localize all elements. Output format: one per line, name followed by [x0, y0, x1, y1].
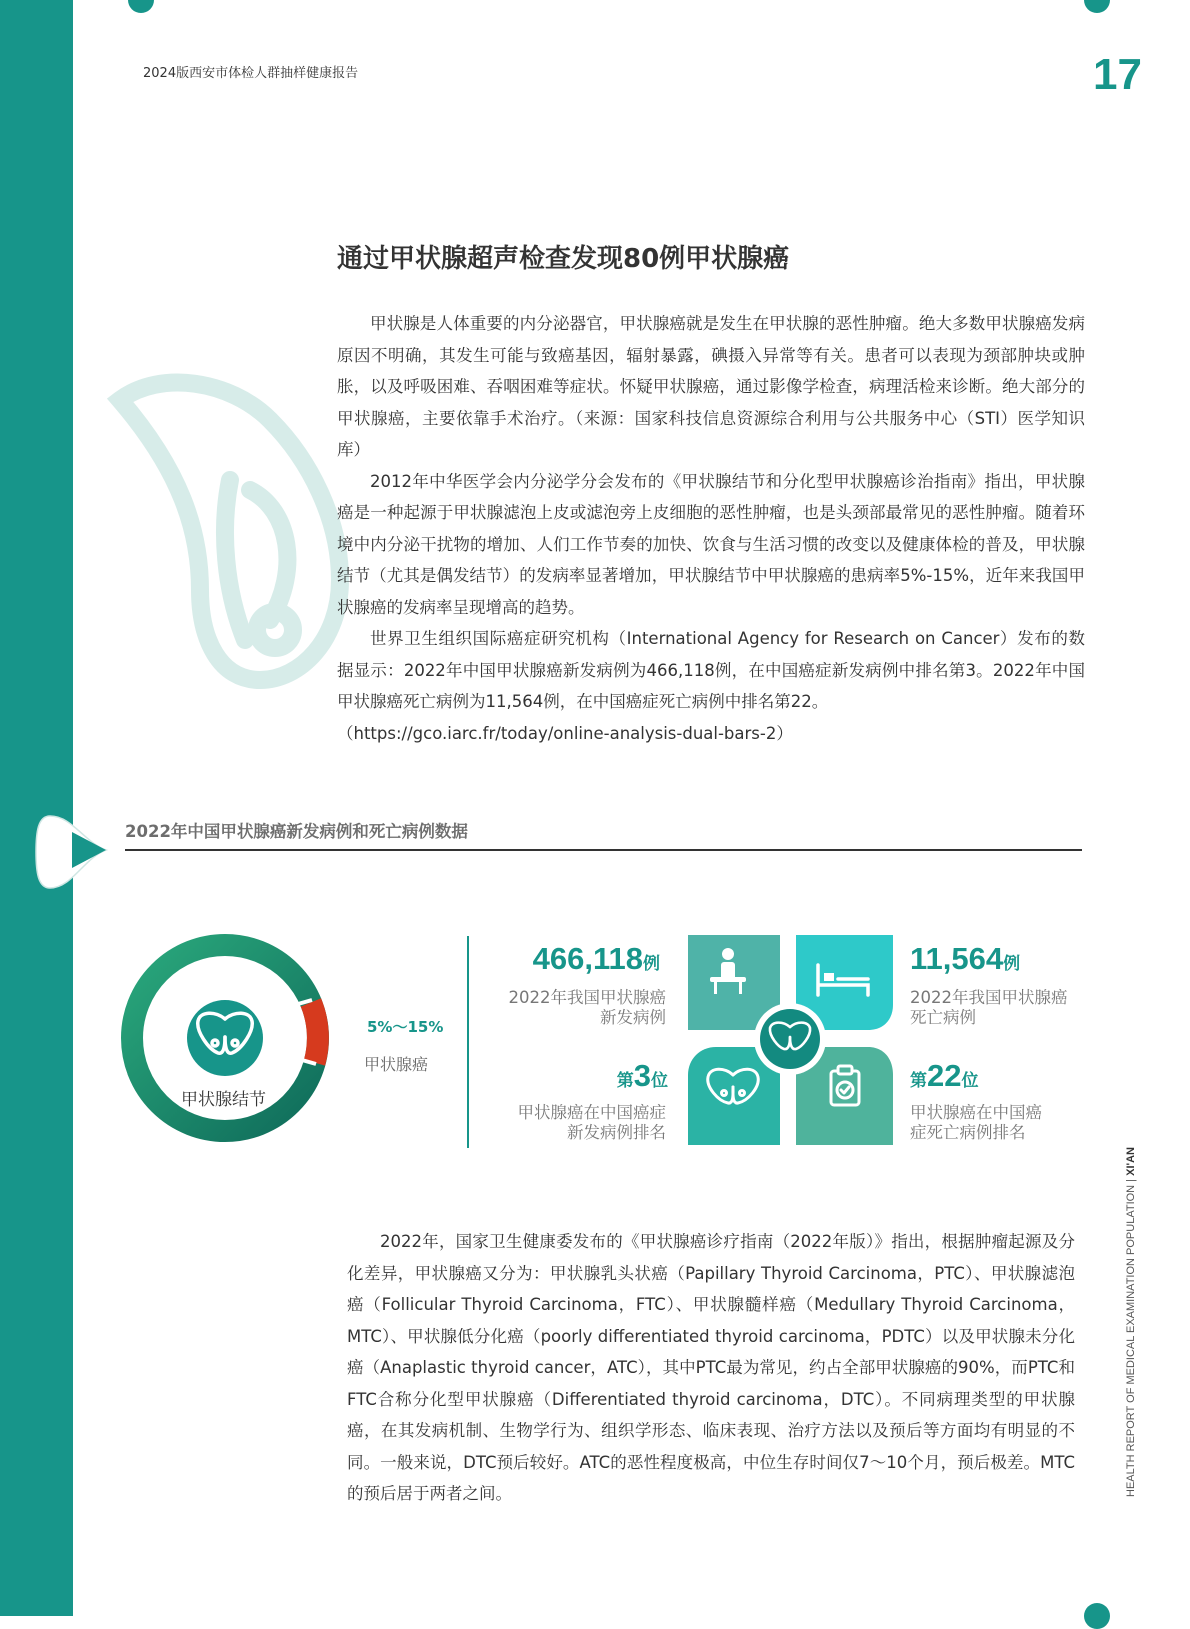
intro-paragraph-3: 世界卫生组织国际癌症研究机构（International Agency for Research on Cancer）发布的数据显示：2022年中国甲状腺癌新发病例为466,118例，在中国癌症新发病例中排名第3。2022年中国甲状腺癌死亡病例为11,564例，在中国癌症死亡病例中排名第22。	[337, 629, 1085, 711]
new-cases-desc: 2022年我国甲状腺癌 新发病例	[508, 988, 666, 1027]
section-divider	[125, 849, 1082, 851]
page-heading: 通过甲状腺超声检查发现80例甲状腺癌	[337, 244, 790, 274]
intro-paragraph-1: 甲状腺是人体重要的内分泌器官，甲状腺癌就是发生在甲状腺的恶性肿瘤。绝大多数甲状腺癌发病原因不明确，其发生可能与致癌基因，辐射暴露，碘摄入异常等有关。患者可以表现为颈部肿块或肿胀，以及呼吸困难、吞咽困难等症状。怀疑甲状腺癌，通过影像学检查，病理活检来诊断。绝大部分的甲状腺癌，主要依靠手术治疗。（来源：国家科技信息资源综合利用与公共服务中心（STI）医学知识库）	[337, 314, 1085, 459]
cancer-rate-label: 甲状腺癌	[364, 1055, 429, 1074]
report-title: 2024版西安市体检人群抽样健康报告	[143, 66, 359, 81]
top-right-dot	[1084, 0, 1110, 13]
bottom-right-dot	[1084, 1603, 1110, 1629]
incidence-rank-stat: 第3位	[616, 1058, 668, 1093]
section-title: 2022年中国甲状腺癌新发病例和死亡病例数据	[125, 822, 468, 841]
closing-paragraph: 2022年，国家卫生健康委发布的《甲状腺癌诊疗指南（2022年版）》指出，根据肿瘤起源及分化差异，甲状腺癌又分为：甲状腺乳头状癌（Papillary Thyroid Carcinoma，PTC）、甲状腺滤泡癌（Follicular Thyroid Carcinoma，FTC）、甲状腺髓样癌（Medullary Thyroid Carcinoma，MTC）、甲状腺低分化癌（poorly differentiated thyroid carcinoma，PDTC）以及甲状腺未分化癌（Anaplastic thyroid cancer，ATC），其中PTC最为常见，约占全部甲状腺癌的90%，而PTC和FTC合称分化型甲状腺癌（Differentiated thyroid carcinoma，DTC）。不同病理类型的甲状腺癌，在其发病机制、生物学行为、组织学形态、临床表现、治疗方法以及预后等方面均有明显的不同。一般来说，DTC预后较好。ATC的恶性程度极高，中位生存时间仅7～10个月，预后极差。MTC的预后居于两者之间。	[347, 1232, 1075, 1503]
incidence-rank-desc: 甲状腺癌在中国癌症 新发病例排名	[517, 1103, 666, 1142]
section-tab-shape	[32, 812, 112, 892]
intro-text	[337, 308, 1085, 749]
donut-label: 甲状腺结节	[181, 1090, 266, 1110]
death-rank-desc: 甲状腺癌在中国癌 症死亡病例排名	[910, 1103, 1042, 1142]
deaths-stat: 11,564例	[910, 941, 1021, 976]
closing-text	[347, 1226, 1075, 1510]
new-cases-stat: 466,118例	[532, 941, 660, 976]
thyroid-nodule-donut	[120, 933, 330, 1143]
source-url: （https://gco.iarc.fr/today/online-analysis-dual-bars-2）	[337, 723, 793, 743]
four-petal-graphic	[688, 935, 893, 1145]
death-rank-stat: 第22位	[910, 1058, 979, 1093]
side-caption: HEALTH REPORT OF MEDICAL EXAMINATION POPULATION | XI'AN	[1125, 1146, 1137, 1497]
cancer-rate-range: 5%～15%	[367, 1018, 444, 1036]
infographic-divider	[467, 936, 469, 1148]
page-number: 17	[1093, 50, 1142, 99]
deaths-desc: 2022年我国甲状腺癌 死亡病例	[910, 988, 1068, 1027]
intro-paragraph-2: 2012年中华医学会内分泌学分会发布的《甲状腺结节和分化型甲状腺癌诊治指南》指出，甲状腺癌是一种起源于甲状腺滤泡上皮或滤泡旁上皮细胞的恶性肿瘤，也是头颈部最常见的恶性肿瘤。随着环境中内分泌干扰物的增加、人们工作节奏的加快、饮食与生活习惯的改变以及健康体检的普及，甲状腺结节（尤其是偶发结节）的发病率显著增加，甲状腺结节中甲状腺癌的患病率5%-15%，近年来我国甲状腺癌的发病率呈现增高的趋势。	[337, 471, 1085, 617]
left-color-band	[0, 0, 73, 1616]
top-left-dot	[128, 0, 154, 13]
